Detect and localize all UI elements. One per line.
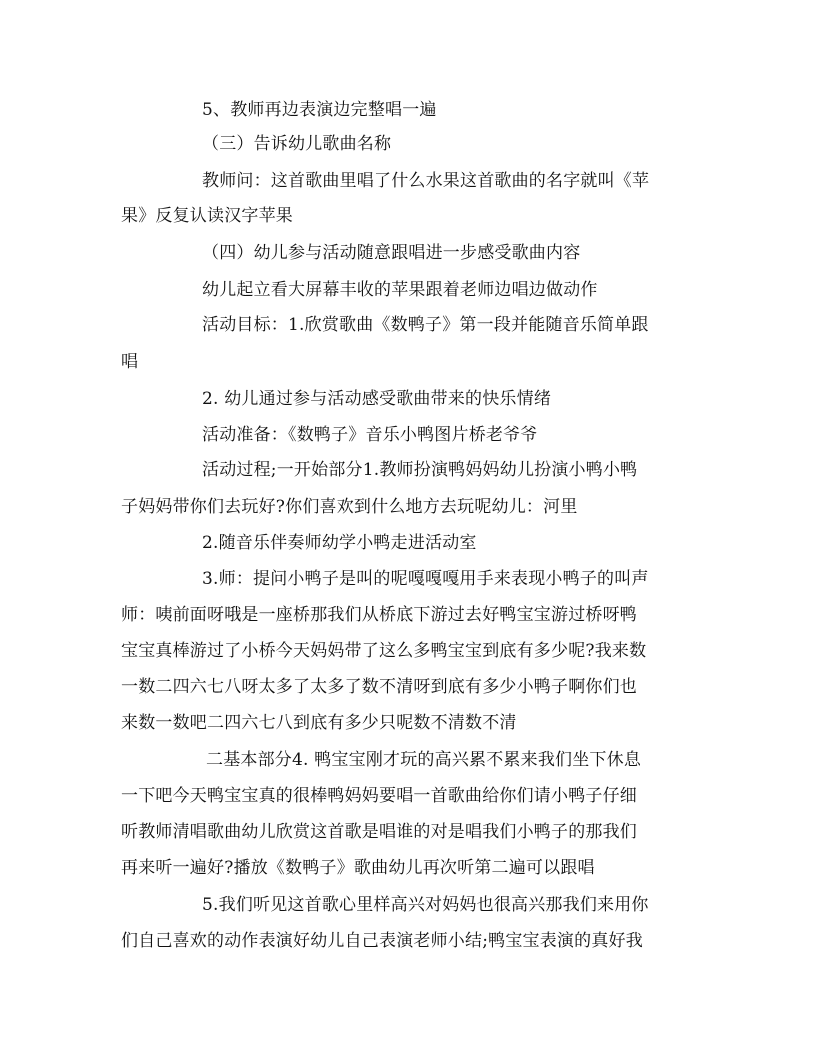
text-line: 再来听一遍好?播放《数鸭子》歌曲幼儿再次听第二遍可以跟唱 (121, 858, 595, 878)
text-line: 3.师：提问小鸭子是叫的呢嘎嘎嘎用手来表现小鸭子的叫声 (202, 569, 649, 589)
text-line: 师：咦前面呀哦是一座桥那我们从桥底下游过去好鸭宝宝游过桥呀鸭 (121, 605, 637, 625)
text-line: 2.随音乐伴奏师幼学小鸭走进活动室 (202, 533, 477, 553)
text-line: 活动目标：1.欣赏歌曲《数鸭子》第一段并能随音乐简单跟 (202, 315, 649, 335)
text-line: 一数二四六七八呀太多了太多了数不清呀到底有多少小鸭子啊你们也 (121, 677, 637, 697)
text-line: 一下吧今天鸭宝宝真的很棒鸭妈妈要唱一首歌曲给你们请小鸭子仔细 (121, 786, 637, 806)
text-line: 子妈妈带你们去玩好?你们喜欢到什么地方去玩呢幼儿：河里 (121, 497, 578, 517)
text-line: 5.我们听见这首歌心里样高兴对妈妈也很高兴那我们来用你 (202, 895, 649, 915)
text-line: 活动准备：《数鸭子》音乐小鸭图片桥老爷爷 (202, 425, 538, 445)
text-line: 果》反复认读汉字苹果 (121, 206, 293, 226)
text-line: 教师问：这首歌曲里唱了什么水果这首歌曲的名字就叫《苹 (202, 171, 650, 191)
text-line: 们自己喜欢的动作表演好幼儿自己表演老师小结;鸭宝宝表演的真好我 (121, 931, 643, 951)
text-line: 听教师清唱歌曲幼儿欣赏这首歌是唱谁的对是唱我们小鸭子的那我们 (121, 822, 637, 842)
text-line: 二基本部分4. 鸭宝宝刚才玩的高兴累不累来我们坐下休息 (206, 750, 642, 770)
text-line: （三）告诉幼儿歌曲名称 (202, 134, 392, 154)
text-line: 活动过程;一开始部分1.教师扮演鸭妈妈幼儿扮演小鸭小鸭 (202, 460, 638, 480)
text-line: 5、教师再边表演边完整唱一遍 (202, 100, 437, 120)
text-line: 来数一数吧二四六七八到底有多少只呢数不清数不清 (121, 713, 517, 733)
text-line: 2. 幼儿通过参与活动感受歌曲带来的快乐情绪 (202, 389, 552, 409)
text-line: 唱 (121, 352, 139, 372)
text-line: 宝宝真棒游过了小桥今天妈妈带了这么多鸭宝宝到底有多少呢?我来数 (121, 641, 647, 661)
text-line: 幼儿起立看大屏幕丰收的苹果跟着老师边唱边做动作 (202, 280, 598, 300)
text-line: （四）幼儿参与活动随意跟唱进一步感受歌曲内容 (202, 243, 581, 263)
